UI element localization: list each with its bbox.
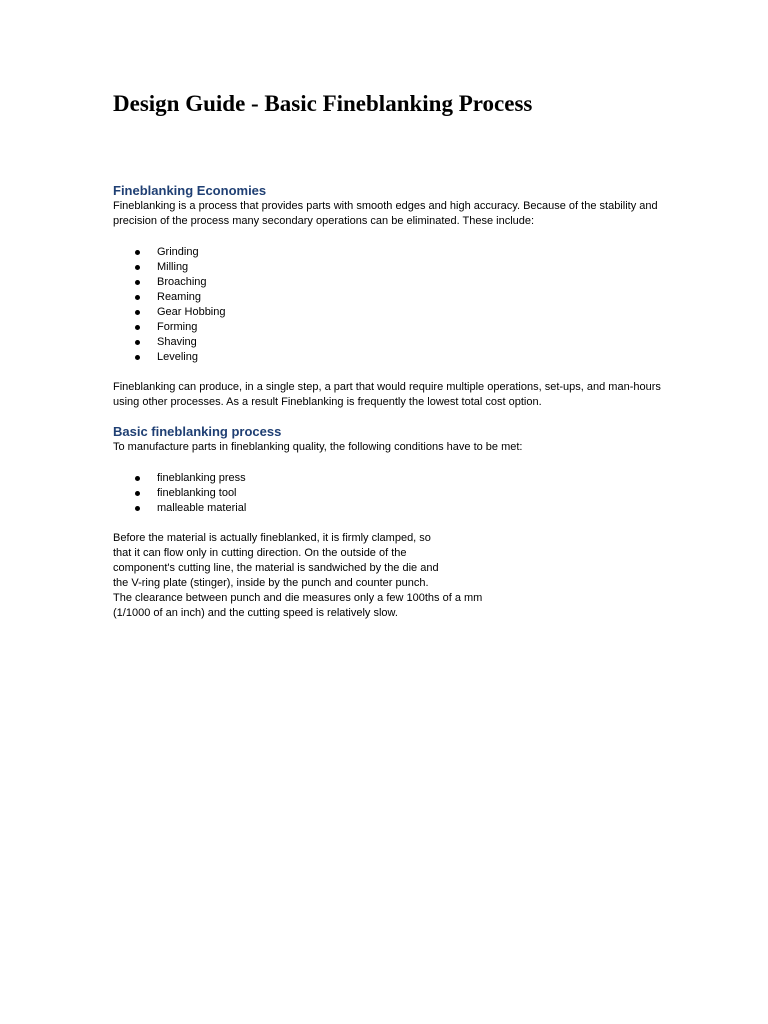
list-item: Forming — [113, 320, 688, 335]
section-basic-fineblanking-process — [113, 423, 688, 621]
list-item: Gear Hobbing — [113, 305, 688, 320]
paragraph-line: The clearance between punch and die measures only a few 100ths of a mm — [113, 592, 483, 604]
section-fineblanking-economies — [113, 182, 688, 410]
paragraph-line: the V-ring plate (stinger), inside by the punch and counter punch. — [113, 577, 429, 589]
paragraph-line: component's cutting line, the material is sandwiched by the die and — [113, 562, 439, 574]
paragraph-line: (1/1000 of an inch) and the cutting speed is relatively slow. — [113, 607, 398, 619]
list-item: fineblanking tool — [113, 486, 688, 501]
list-item: fineblanking press — [113, 471, 688, 486]
economies-intro-paragraph: Fineblanking is a process that provides parts with smooth edges and high accuracy. Because of the stability and precision of the process many secondary operations can be eliminated. These include: — [113, 200, 658, 227]
process-intro-paragraph: To manufacture parts in fineblanking quality, the following conditions have to be met: — [113, 441, 523, 453]
list-item: Grinding — [113, 245, 688, 260]
secondary-operations-list — [113, 245, 688, 365]
paragraph-line: that it can flow only in cutting direction. On the outside of the — [113, 547, 407, 559]
economies-summary-paragraph: Fineblanking can produce, in a single step, a part that would require multiple operations, set-ups, and man-hours using other processes. As a result Fineblanking is frequently the lowest total cost option. — [113, 381, 661, 408]
list-item: Shaving — [113, 335, 688, 350]
process-description-paragraph — [113, 531, 688, 621]
conditions-list — [113, 471, 688, 516]
list-item: malleable material — [113, 501, 688, 516]
section-heading: Basic fineblanking process — [113, 424, 282, 439]
list-item: Reaming — [113, 290, 688, 305]
list-item: Broaching — [113, 275, 688, 290]
list-item: Leveling — [113, 350, 688, 365]
section-heading: Fineblanking Economies — [113, 183, 267, 198]
list-item: Milling — [113, 260, 688, 275]
paragraph-line: Before the material is actually fineblanked, it is firmly clamped, so — [113, 532, 431, 544]
document-title: Design Guide - Basic Fineblanking Process — [113, 91, 533, 116]
